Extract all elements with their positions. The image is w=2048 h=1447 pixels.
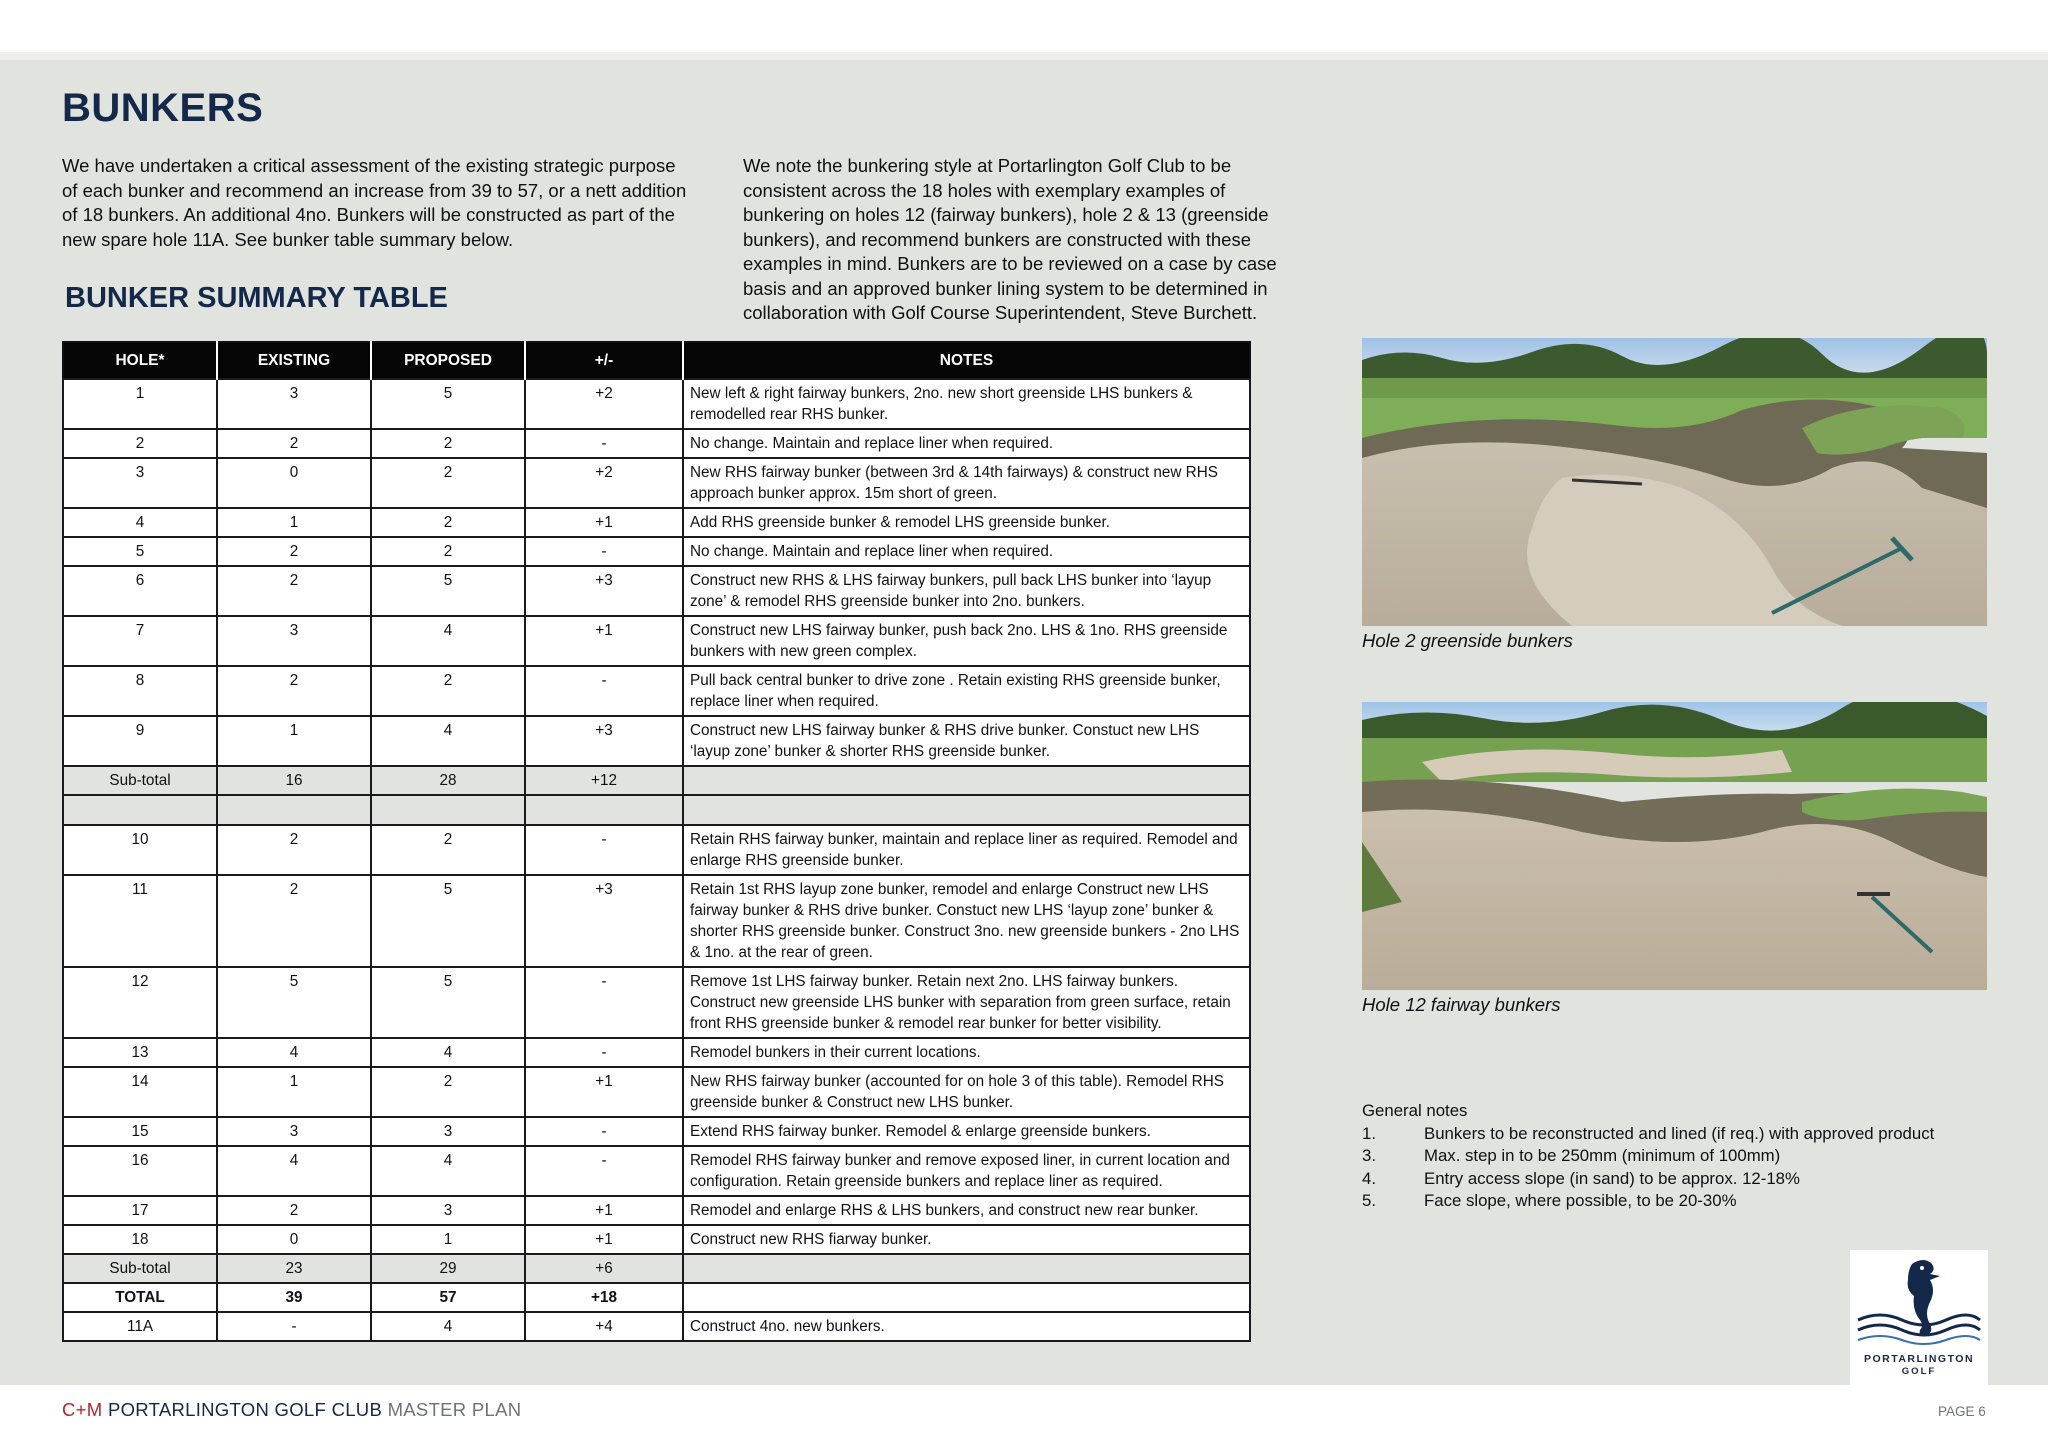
table-row xyxy=(63,1196,1250,1225)
general-notes xyxy=(1362,1100,1982,1213)
cell-diff: +1 xyxy=(525,616,683,666)
cell-notes: Remove 1st LHS fairway bunker. Retain next 2no. LHS fairway bunkers. Construct new greenside LHS bunker with separation from green surface, retain front RHS greenside bunker & remodel rear bunker for better visibility. xyxy=(683,967,1250,1038)
note-text: Entry access slope (in sand) to be approx. 12-18% xyxy=(1424,1168,1800,1188)
cell-diff: +2 xyxy=(525,458,683,508)
footer-brand: C+M xyxy=(62,1399,103,1420)
cell-diff: +4 xyxy=(525,1312,683,1341)
table-row xyxy=(63,666,1250,716)
cell-hole: TOTAL xyxy=(63,1283,217,1312)
total-row xyxy=(63,1283,1250,1312)
cell-notes: Remodel and enlarge RHS & LHS bunkers, and construct new rear bunker. xyxy=(683,1196,1250,1225)
cell-proposed: 2 xyxy=(371,458,525,508)
table-row xyxy=(63,967,1250,1038)
cell-notes: Construct 4no. new bunkers. xyxy=(683,1312,1250,1341)
cell-hole: 4 xyxy=(63,508,217,537)
list-item xyxy=(1362,1190,1982,1213)
cell-hole: 2 xyxy=(63,429,217,458)
cell-diff: +6 xyxy=(525,1254,683,1283)
cell-notes: Add RHS greenside bunker & remodel LHS greenside bunker. xyxy=(683,508,1250,537)
cell-existing: 2 xyxy=(217,566,371,616)
portarlington-golf-logo xyxy=(1850,1250,1988,1385)
cell-notes: New RHS fairway bunker (between 3rd & 14th fairways) & construct new RHS approach bunker approx. 15m short of green. xyxy=(683,458,1250,508)
table-row xyxy=(63,1312,1250,1341)
cell-proposed xyxy=(371,795,525,825)
cell-diff: - xyxy=(525,1117,683,1146)
cell-existing: 4 xyxy=(217,1038,371,1067)
cell-diff: +1 xyxy=(525,508,683,537)
logo-subtitle: GOLF xyxy=(1901,1366,1937,1377)
cell-hole: 3 xyxy=(63,458,217,508)
cell-hole: 11A xyxy=(63,1312,217,1341)
cell-hole: 16 xyxy=(63,1146,217,1196)
table-row xyxy=(63,716,1250,766)
table-row xyxy=(63,1117,1250,1146)
cell-diff xyxy=(525,795,683,825)
cell-existing: 1 xyxy=(217,1067,371,1117)
cell-diff: +1 xyxy=(525,1196,683,1225)
footer-plan: MASTER PLAN xyxy=(387,1399,522,1420)
cell-proposed: 1 xyxy=(371,1225,525,1254)
cell-diff: - xyxy=(525,429,683,458)
table-row xyxy=(63,508,1250,537)
cell-notes: Remodel bunkers in their current locations. xyxy=(683,1038,1250,1067)
cell-proposed: 4 xyxy=(371,1312,525,1341)
cell-existing: 1 xyxy=(217,508,371,537)
cell-hole: 6 xyxy=(63,566,217,616)
cell-existing: 2 xyxy=(217,429,371,458)
cell-notes: Construct new LHS fairway bunker & RHS drive bunker. Constuct new LHS ‘layup zone’ bunker & shorter RHS greenside bunker. xyxy=(683,716,1250,766)
note-text: Face slope, where possible, to be 20-30% xyxy=(1424,1191,1737,1210)
cell-existing: 4 xyxy=(217,1146,371,1196)
cell-proposed: 5 xyxy=(371,566,525,616)
table-row xyxy=(63,566,1250,616)
list-item xyxy=(1362,1145,1982,1168)
cell-diff: - xyxy=(525,666,683,716)
table-row xyxy=(63,458,1250,508)
cell-proposed: 5 xyxy=(371,379,525,429)
cell-existing: 5 xyxy=(217,967,371,1038)
cell-proposed: 3 xyxy=(371,1196,525,1225)
top-margin xyxy=(0,0,2048,52)
cell-existing: 0 xyxy=(217,1225,371,1254)
cell-existing: 16 xyxy=(217,766,371,795)
intro-right-paragraph: We note the bunkering style at Portarlington Golf Club to be consistent across the 18 holes with exemplary examples of bunkering on holes 12 (fairway bunkers), hole 2 & 13 (greenside bunkers), and recommend bunkers are constructed with these examples in mind. Bunkers are to be reviewed on a case by case basis and an approved bunker lining system to be determined in collaboration with Golf Course Superintendent, Steve Burchett. xyxy=(743,155,1277,323)
cell-hole: 10 xyxy=(63,825,217,875)
table-row xyxy=(63,1067,1250,1117)
cell-diff: - xyxy=(525,1038,683,1067)
cell-existing: 2 xyxy=(217,875,371,967)
cell-notes: Remodel RHS fairway bunker and remove exposed liner, in current location and configuration. Retain greenside bunkers and replace liner as required. xyxy=(683,1146,1250,1196)
cell-hole: 12 xyxy=(63,967,217,1038)
cell-notes xyxy=(683,766,1250,795)
cell-proposed: 2 xyxy=(371,666,525,716)
table-header-row xyxy=(63,342,1250,379)
cell-notes: Construct new RHS fiarway bunker. xyxy=(683,1225,1250,1254)
cell-diff: - xyxy=(525,825,683,875)
table-title: BUNKER SUMMARY TABLE xyxy=(65,282,448,314)
cell-diff: +1 xyxy=(525,1067,683,1117)
cell-diff: - xyxy=(525,967,683,1038)
cell-hole: 17 xyxy=(63,1196,217,1225)
table-row xyxy=(63,1225,1250,1254)
cell-notes xyxy=(683,1283,1250,1312)
cell-existing: 2 xyxy=(217,666,371,716)
footer-club: PORTARLINGTON GOLF CLUB xyxy=(107,1399,383,1420)
cell-existing: 39 xyxy=(217,1283,371,1312)
cell-proposed: 2 xyxy=(371,429,525,458)
cell-existing xyxy=(217,795,371,825)
cell-hole: 13 xyxy=(63,1038,217,1067)
page-title: BUNKERS xyxy=(62,86,264,130)
column-header-diff: +/- xyxy=(525,342,683,379)
cell-proposed: 28 xyxy=(371,766,525,795)
cell-notes: No change. Maintain and replace liner when required. xyxy=(683,537,1250,566)
cell-existing: 3 xyxy=(217,1117,371,1146)
cell-diff: +18 xyxy=(525,1283,683,1312)
footer-title xyxy=(62,1399,521,1421)
cell-existing: 1 xyxy=(217,716,371,766)
cell-notes: Retain RHS fairway bunker, maintain and replace liner as required. Remodel and enlarge RHS greenside bunker. xyxy=(683,825,1250,875)
cell-hole xyxy=(63,795,217,825)
cell-diff: +1 xyxy=(525,1225,683,1254)
cell-existing: 2 xyxy=(217,1196,371,1225)
cell-hole: 7 xyxy=(63,616,217,666)
photo-caption-hole-2: Hole 2 greenside bunkers xyxy=(1362,630,1573,651)
table-row xyxy=(63,616,1250,666)
cell-existing: 3 xyxy=(217,616,371,666)
cell-proposed: 4 xyxy=(371,616,525,666)
cell-notes: Extend RHS fairway bunker. Remodel & enlarge greenside bunkers. xyxy=(683,1117,1250,1146)
cell-notes: Pull back central bunker to drive zone . Retain existing RHS greenside bunker, replace liner when required. xyxy=(683,666,1250,716)
table-row xyxy=(63,379,1250,429)
cell-notes xyxy=(683,795,1250,825)
column-header-existing: EXISTING xyxy=(217,342,371,379)
cell-proposed: 2 xyxy=(371,1067,525,1117)
cell-diff: +3 xyxy=(525,875,683,967)
spacer-row xyxy=(63,795,1250,825)
cell-notes: No change. Maintain and replace liner when required. xyxy=(683,429,1250,458)
bunker-summary-table xyxy=(62,341,1251,1342)
table-row xyxy=(63,1146,1250,1196)
intro-left-paragraph: We have undertaken a critical assessment of the existing strategic purpose of each bunker and recommend an increase from 39 to 57, or a nett addition of 18 bunkers. An additional 4no. Bunkers will be constructed as part of the new spare hole 11A. See bunker table summary below. xyxy=(62,155,687,250)
cell-proposed: 57 xyxy=(371,1283,525,1312)
cell-diff: +3 xyxy=(525,566,683,616)
table-row xyxy=(63,429,1250,458)
note-text: Max. step in to be 250mm (minimum of 100mm) xyxy=(1424,1146,1781,1165)
cell-proposed: 5 xyxy=(371,967,525,1038)
cell-proposed: 4 xyxy=(371,716,525,766)
cell-hole: 14 xyxy=(63,1067,217,1117)
logo-wordmark: PORTARLINGTON xyxy=(1863,1353,1975,1365)
column-header-proposed: PROPOSED xyxy=(371,342,525,379)
hole-12-bunker-photo xyxy=(1362,702,1987,990)
table-row xyxy=(63,537,1250,566)
cell-hole: 8 xyxy=(63,666,217,716)
cell-hole: 9 xyxy=(63,716,217,766)
cell-diff: - xyxy=(525,537,683,566)
cell-proposed: 2 xyxy=(371,508,525,537)
cell-proposed: 29 xyxy=(371,1254,525,1283)
cell-hole: 5 xyxy=(63,537,217,566)
cell-hole: 15 xyxy=(63,1117,217,1146)
page-number: PAGE 6 xyxy=(1938,1404,1986,1419)
subtotal-row xyxy=(63,1254,1250,1283)
cell-proposed: 5 xyxy=(371,875,525,967)
cell-diff: +3 xyxy=(525,716,683,766)
cell-existing: 2 xyxy=(217,825,371,875)
cell-diff: - xyxy=(525,1146,683,1196)
list-item xyxy=(1362,1168,1982,1191)
cell-existing: 0 xyxy=(217,458,371,508)
cell-hole: Sub-total xyxy=(63,766,217,795)
cell-diff: +2 xyxy=(525,379,683,429)
note-number: 1. xyxy=(1362,1123,1376,1143)
table-row xyxy=(63,1038,1250,1067)
cell-proposed: 4 xyxy=(371,1038,525,1067)
cell-notes: Construct new LHS fairway bunker, push back 2no. LHS & 1no. RHS greenside bunkers with new green complex. xyxy=(683,616,1250,666)
cell-hole: 11 xyxy=(63,875,217,967)
table-row xyxy=(63,825,1250,875)
cell-proposed: 3 xyxy=(371,1117,525,1146)
list-item xyxy=(1362,1123,1982,1146)
cell-hole: 18 xyxy=(63,1225,217,1254)
cell-hole: Sub-total xyxy=(63,1254,217,1283)
subtotal-row xyxy=(63,766,1250,795)
note-text: Bunkers to be reconstructed and lined (if req.) with approved product xyxy=(1424,1123,1935,1143)
note-number: 4. xyxy=(1362,1168,1376,1188)
table-row xyxy=(63,875,1250,967)
cell-existing: 2 xyxy=(217,537,371,566)
cell-existing: - xyxy=(217,1312,371,1341)
cell-existing: 3 xyxy=(217,379,371,429)
cell-notes: Retain 1st RHS layup zone bunker, remodel and enlarge Construct new LHS fairway bunker & RHS drive bunker. Constuct new LHS ‘layup zone’ bunker & shorter RHS greenside bunker. Construct 3no. new greenside bunkers - 2no LHS & 1no. at the rear of green. xyxy=(683,875,1250,967)
cell-notes: New RHS fairway bunker (accounted for on hole 3 of this table). Remodel RHS greenside bunker & Construct new LHS bunker. xyxy=(683,1067,1250,1117)
note-number: 5. xyxy=(1362,1191,1376,1210)
column-header-hole: HOLE* xyxy=(63,342,217,379)
cell-proposed: 4 xyxy=(371,1146,525,1196)
cell-existing: 23 xyxy=(217,1254,371,1283)
seahorse-icon xyxy=(1850,1250,1988,1350)
cell-hole: 1 xyxy=(63,379,217,429)
cell-notes xyxy=(683,1254,1250,1283)
cell-proposed: 2 xyxy=(371,537,525,566)
photo-caption-hole-12: Hole 12 fairway bunkers xyxy=(1362,994,1561,1015)
column-header-notes: NOTES xyxy=(683,342,1250,379)
cell-proposed: 2 xyxy=(371,825,525,875)
general-notes-heading: General notes xyxy=(1362,1101,1468,1120)
cell-diff: +12 xyxy=(525,766,683,795)
top-rule xyxy=(0,52,2048,60)
cell-notes: New left & right fairway bunkers, 2no. new short greenside LHS bunkers & remodelled rear RHS bunker. xyxy=(683,379,1250,429)
note-number: 3. xyxy=(1362,1146,1376,1165)
cell-notes: Construct new RHS & LHS fairway bunkers, pull back LHS bunker into ‘layup zone’ & remodel RHS greenside bunker into 2no. bunkers. xyxy=(683,566,1250,616)
hole-2-bunker-photo xyxy=(1362,338,1987,626)
